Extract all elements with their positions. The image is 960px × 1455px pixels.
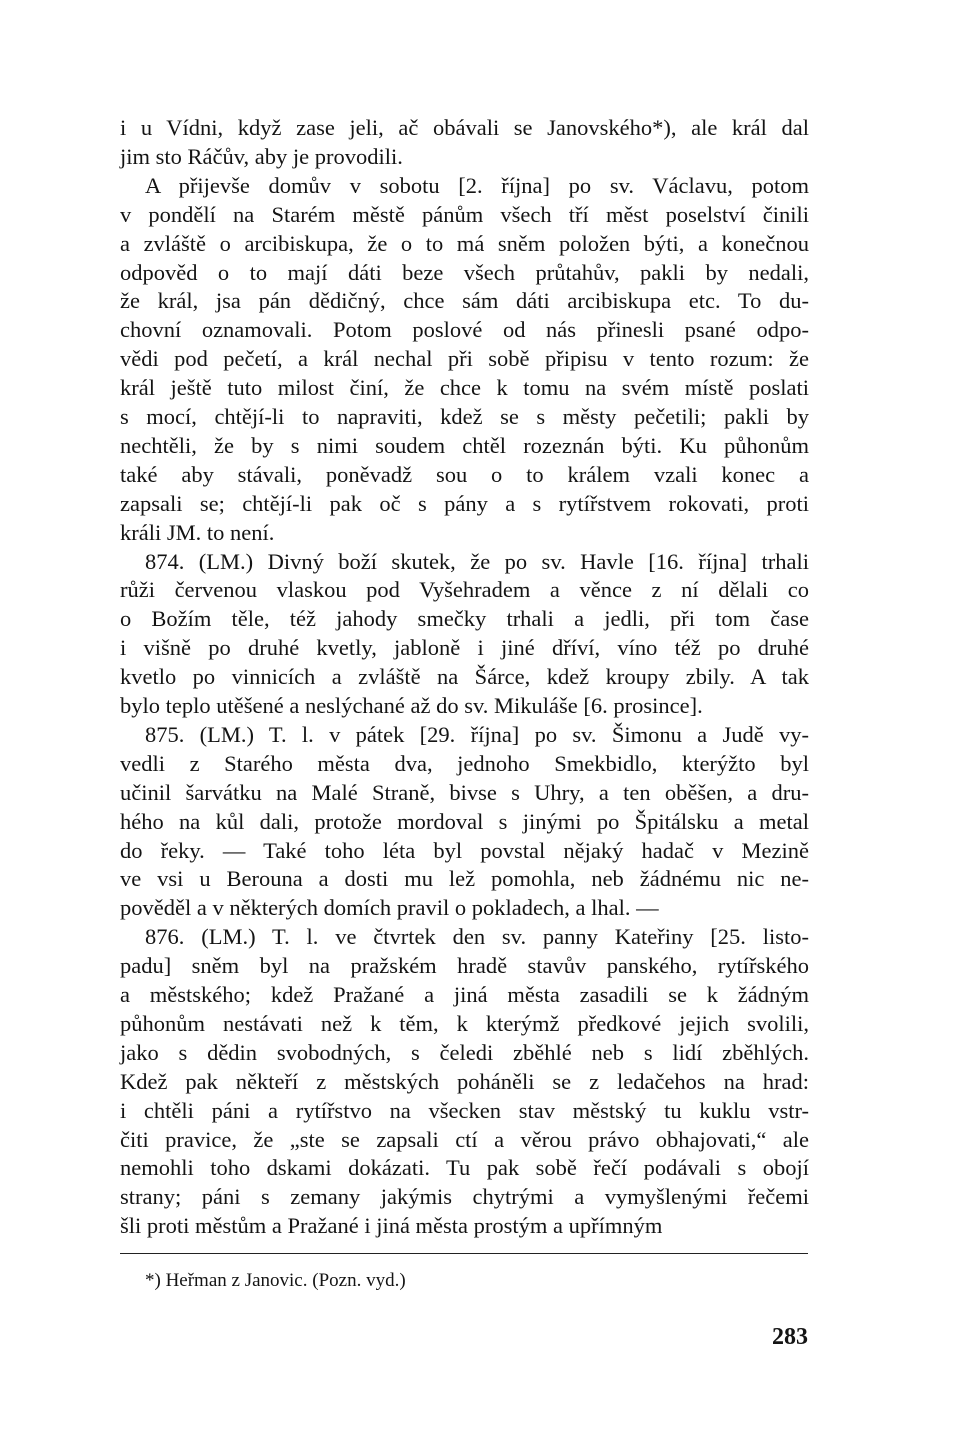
text-line: 875. (LM.) T. l. v pátek [29. října] po sv. Šimonu a Judě vy-	[145, 721, 809, 747]
text-line: vědi pod pečetí, a král nechal při sobě připisu v tento rozum: že	[120, 346, 809, 372]
text-line: učinil šarvátku na Malé Straně, bivse s Uhry, a ten oběšen, a dru-	[120, 779, 809, 805]
text-line: čiti pravice, že „ste se zapsali ctí a věrou právo obhajovati,“ ale	[120, 1126, 809, 1152]
text-line: pověděl a v některých domích pravil o pokladech, a lhal. —	[120, 895, 659, 921]
text-line: odpověd o to mají dáti beze všech průtahův, pakli by nedali,	[120, 259, 809, 285]
footnote: *) Heřman z Janovic. (Pozn. vyd.)	[145, 1270, 406, 1291]
text-line: chovní oznamovali. Potom poslové od nás přinesli psané odpo-	[120, 317, 809, 343]
text-line: že král, jsa pán dědičný, chce sám dáti arcibiskupa etc. To du-	[120, 288, 809, 314]
text-line: i višně po druhé kvetly, jabloně i jiné dříví, víno též po druhé	[120, 635, 809, 661]
text-line: králi JM. to není.	[120, 519, 275, 545]
footnote-divider	[120, 1253, 808, 1254]
text-line: A přijevše domův v sobotu [2. října] po sv. Václavu, potom	[145, 172, 809, 198]
text-line: a městského; kdež Pražané a jiná města zasadili se k žádným	[120, 982, 809, 1007]
text-line: i u Vídni, když zase jeli, ač obávali se Janovského*), ale král dal	[120, 115, 809, 140]
text-line: v pondělí na Starém městě pánům všech tří měst poselství činili	[120, 201, 809, 227]
text-line: nechtěli, že by s nimi soudem chtěl rozeznán býti. Ku půhonům	[120, 432, 809, 458]
text-line: nemohli toho dskami dokázati. Tu pak sobě řečí podávali s obojí	[120, 1155, 809, 1181]
text-line: 876. (LM.) T. l. ve čtvrtek den sv. panny Kateřiny [25. listo-	[145, 924, 809, 950]
text-line: a zvláště o arcibiskupa, že o to má sněm položen býti, a konečnou	[120, 230, 809, 256]
text-line: zapsali se; chtějí-li pak oč s pány a s rytířstvem rokovati, proti	[120, 490, 809, 516]
text-line: ve vsi u Berouna a dosti mu lež pomohla, neb žádnému nic ne-	[120, 866, 809, 892]
text-line: hého na kůl dali, protože mordoval s jinými po Špitálsku a metal	[120, 808, 809, 834]
text-line: 874. (LM.) Divný boží skutek, že po sv. Havle [16. října] trhali	[145, 548, 809, 574]
text-line: vedli z Starého města dva, jednoho Smekbidlo, kterýžto byl	[120, 750, 809, 776]
text-line: o Božím těle, též jahody smečky trhali a jedli, při tom čase	[120, 606, 809, 632]
text-line: král ještě tuto milost činí, že chce k tomu na svém místě poslati	[120, 375, 809, 401]
text-line: do řeky. — Také toho léta byl povstal nějaký hadač v Mezině	[120, 837, 809, 863]
text-line: růži červenou vlaskou pod Vyšehradem a věnce z ní dělali co	[120, 577, 809, 603]
page-number: 283	[772, 1324, 808, 1350]
text-line: strany; páni s zemany jakýmis chytrými a vymyšlenými řečemi	[120, 1184, 809, 1210]
text-line: jako s dědin svobodných, s čeledi zběhlé neb s lidí zběhlých.	[120, 1039, 809, 1065]
text-line: s mocí, chtějí-li to napraviti, kdež se s městy pečetili; pakli by	[120, 404, 809, 429]
text-line: kvetlo po vinnicích a zvláště na Šárce, kdež kroupy zbily. A tak	[120, 664, 809, 690]
text-line: půhonům nestávati než k těm, k kterýmž předkové jejich svolili,	[120, 1010, 809, 1036]
text-line: i chtěli páni a rytířstvo na všecken stav městský tu kuklu vstr-	[120, 1097, 809, 1123]
text-line: šli proti městům a Pražané i jiná města prostým a upřímným	[120, 1213, 663, 1239]
text-line: bylo teplo utěšené a neslýchané až do sv. Mikuláše [6. prosince].	[120, 693, 703, 718]
text-line: Kdež pak někteří z městských poháněli se z ledačehos na hrad:	[120, 1068, 809, 1094]
text-line: jim sto Ráčův, aby je provodili.	[120, 143, 403, 169]
text-line: také aby stávali, poněvadž sou o to králem vzali konec a	[120, 461, 809, 487]
text-line: padu] sněm byl na pražském hradě stavův panského, rytířského	[120, 953, 809, 979]
